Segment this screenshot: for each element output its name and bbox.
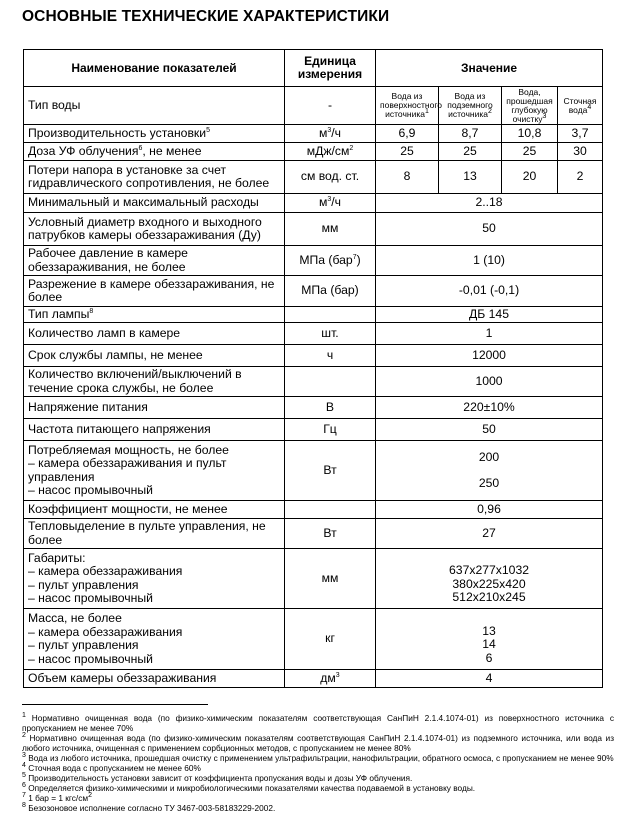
table-row	[24, 441, 603, 501]
header-value: Значение	[376, 50, 603, 87]
row-value: 13	[439, 161, 502, 194]
row-value: 50	[376, 213, 603, 246]
row-value: 2..18	[376, 194, 603, 213]
row-value: 1 (10)	[376, 246, 603, 276]
row-value: 2	[558, 161, 603, 194]
row-value: 12000	[376, 345, 603, 367]
table-row	[24, 276, 603, 307]
row-value: 4	[376, 670, 603, 688]
row-value: 637x277x1032 380x225x420 512x210x245	[376, 549, 603, 609]
row-label: Срок службы лампы, не менее	[24, 345, 285, 367]
row-label: Количество включений/выключений в течение срока службы, не более	[24, 367, 285, 397]
row-unit	[285, 501, 376, 519]
footnote: $^6$ Определяется физико-химическими и микробиологическими показателями качества подаваемой в установку воды.	[22, 782, 476, 793]
water-type-surface: Вода из поверхностного источника$^1$	[376, 87, 439, 125]
row-label: Тепловыделение в пульте управления, не более	[24, 519, 285, 549]
row-label: Объем камеры обеззараживания	[24, 670, 285, 688]
footnote-divider	[22, 704, 208, 705]
row-value: 1000	[376, 367, 603, 397]
row-value: 3,7	[558, 125, 603, 143]
footnote: $^3$ Вода из любого источника, прошедшая очистку с применением ультрафильтрации, нанофильтрации, обратного осмоса, с пропусканием не менее 90%	[22, 752, 614, 763]
water-type-deep: Вода, прошедшая глубокую очистку$^3$	[502, 87, 558, 125]
row-label: Разрежение в камере обеззараживания, не более	[24, 276, 285, 307]
row-unit: МПа (бар$^7$)	[285, 246, 376, 276]
table-row	[24, 307, 603, 323]
row-unit: мДж/$см^2$	[285, 143, 376, 161]
row-value: 25	[439, 143, 502, 161]
row-value: 8,7	[439, 125, 502, 143]
row-label: Частота питающего напряжения	[24, 419, 285, 441]
table-row	[24, 501, 603, 519]
row-label: Габариты: – камера обеззараживания – пульт управления – насос промывочный	[24, 549, 285, 609]
row-unit: $м^3/ч$	[285, 125, 376, 143]
row-value: 13 14 6	[376, 609, 603, 670]
row-value: ДБ 145	[376, 307, 603, 323]
row-value: -0,01 (-0,1)	[376, 276, 603, 307]
row-label: Условный диаметр входного и выходного патрубков камеры обеззараживания (Ду)	[24, 213, 285, 246]
row-value: 50	[376, 419, 603, 441]
row-value: 1	[376, 323, 603, 345]
row-value: 220±10%	[376, 397, 603, 419]
row-unit: $дм^3$	[285, 670, 376, 688]
row-label: Напряжение питания	[24, 397, 285, 419]
footnote: $^1$ Нормативно очищенная вода (по физико-химическим показателям соответствующая СанПиН 2.1.4.1074-01) из поверхностного источника с пропусканием не менее 70%	[22, 712, 614, 733]
row-value: 30	[558, 143, 603, 161]
table-row	[24, 670, 603, 688]
table-row	[24, 519, 603, 549]
row-label: Производительность установки$^5$	[24, 125, 285, 143]
row-unit: шт.	[285, 323, 376, 345]
row-value: 25	[502, 143, 558, 161]
row-unit: Вт	[285, 519, 376, 549]
header-name: Наименование показателей	[24, 50, 285, 87]
table-row	[24, 609, 603, 670]
row-value: 20	[502, 161, 558, 194]
row-unit: Гц	[285, 419, 376, 441]
row-value: 27	[376, 519, 603, 549]
row-label: Доза УФ облучения$^6$, не менее	[24, 143, 285, 161]
row-label: Количество ламп в камере	[24, 323, 285, 345]
row-unit: МПа (бар)	[285, 276, 376, 307]
row-value: 25	[376, 143, 439, 161]
row-label: Минимальный и максимальный расходы	[24, 194, 285, 213]
row-value: 8	[376, 161, 439, 194]
row-label: Тип лампы$^8$	[24, 307, 285, 323]
row-value: 200 250	[376, 441, 603, 501]
row-label: Потери напора в установке за счет гидравлического сопротивления, не более	[24, 161, 285, 194]
header-unit: Единица измерения	[285, 50, 376, 87]
table-row	[24, 194, 603, 213]
row-label: Масса, не более – камера обеззараживания – пульт управления – насос промывочный	[24, 609, 285, 670]
row-unit: кг	[285, 609, 376, 670]
row-label: Рабочее давление в камере обеззараживания, не более	[24, 246, 285, 276]
row-unit: Вт	[285, 441, 376, 501]
table-row	[24, 397, 603, 419]
row-label: Потребляемая мощность, не более – камера обеззараживания и пульт управления – насос промывочный	[24, 441, 285, 501]
footnote: $^2$ Нормативно очищенная вода (по физико-химическим показателям соответствующая СанПиН 2.1.4.1074-01) из подземного источника, или вода из любого источника, очищенная с применением сорбционных методов, с пропусканием не менее 80%	[22, 732, 614, 753]
table-row	[24, 323, 603, 345]
table-row	[24, 246, 603, 276]
water-type-waste: Сточная вода$^4$	[558, 87, 603, 125]
row-label: Коэффициент мощности, не менее	[24, 501, 285, 519]
table-row	[24, 367, 603, 397]
footnote: $^7$ 1 бар = 1 кгс/$см^2$	[22, 792, 92, 803]
row-unit: см вод. ст.	[285, 161, 376, 194]
row-value: 10,8	[502, 125, 558, 143]
specifications-table	[23, 49, 603, 688]
row-value: 0,96	[376, 501, 603, 519]
row-unit: мм	[285, 549, 376, 609]
row-value: 6,9	[376, 125, 439, 143]
table-row	[24, 87, 603, 125]
table-row	[24, 345, 603, 367]
water-type-ground: Вода из подземного источника$^2$	[439, 87, 502, 125]
table-row	[24, 161, 603, 194]
row-label: Тип воды	[24, 87, 285, 125]
table-header-row	[24, 50, 603, 87]
row-unit: ч	[285, 345, 376, 367]
footnote: $^5$ Производительность установки зависит от коэффициента пропускания воды и дозы УФ облучения.	[22, 772, 413, 783]
table-row	[24, 213, 603, 246]
footnote: $^4$ Сточная вода с пропусканием не менее 60%	[22, 762, 201, 773]
row-unit	[285, 367, 376, 397]
footnotes	[22, 713, 614, 813]
table-row	[24, 549, 603, 609]
footnote: $^8$ Безозоновое исполнение согласно ТУ 3467-003-58183229-2002.	[22, 802, 276, 813]
row-unit: $м^3/ч$	[285, 194, 376, 213]
table-row	[24, 143, 603, 161]
row-unit: В	[285, 397, 376, 419]
page-title: ОСНОВНЫЕ ТЕХНИЧЕСКИЕ ХАРАКТЕРИСТИКИ	[22, 8, 390, 25]
row-unit: мм	[285, 213, 376, 246]
row-unit: -	[285, 87, 376, 125]
table-row	[24, 419, 603, 441]
row-unit	[285, 307, 376, 323]
table-row	[24, 125, 603, 143]
